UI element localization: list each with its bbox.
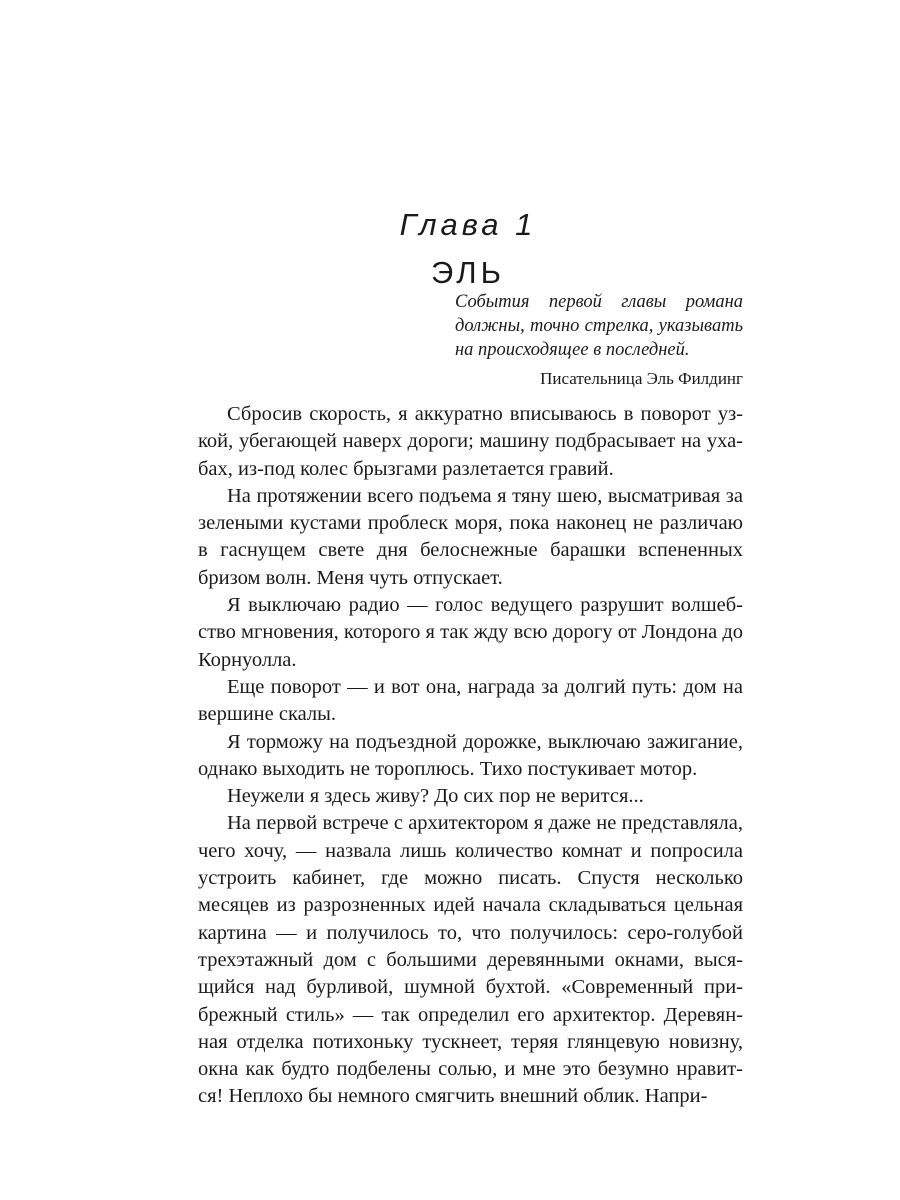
chapter-body: [198, 401, 743, 1111]
paragraph: Еще поворот — и вот она, награда за долгий путь: дом на вершине скалы.: [198, 675, 743, 726]
paragraph: Я торможу на подъездной дорожке, выключаю зажигание, однако выходить не тороплюсь. Тихо постукивает мотор.: [198, 730, 743, 780]
paragraph: Я выключаю радио — голос ведущего разрушит волшебство мгновения, которого я так жду всю дорогу от Лондона до Корнуолла.: [198, 594, 743, 671]
epigraph-author: Писательница Эль Филдинг: [540, 369, 743, 388]
epigraph: [455, 290, 743, 392]
paragraph: На протяжении всего подъема я тяну шею, высматривая за зелеными кустами проблеск моря, пока наконец не различаю в гаснущем свете дня белоснежные барашки вспененных бризом волн. Меня чуть отпускает.: [198, 484, 743, 589]
paragraph: На первой встрече с архитектором я даже не представляла, чего хочу, — назвала лишь количество комнат и попросила устроить кабинет, где можно писать. Спустя несколько месяцев из разрозненных идей начала складываться цельная картина — и получилось то, что получилось: серо-голубой трехэтажный дом с большими деревянными окнами, высящийся над бурливой, шумной бухтой. «Современный прибрежный стиль» — так определил его архитектор. Деревянная отделка потихоньку тускнеет, теряя глянцевую новизну, окна как будто подбелены солью, и мне это безумно нравится! Неплохо бы немного смягчить внешний облик. Напри-: [198, 812, 743, 1108]
epigraph-text: События первой главы романа должны, точно стрелка, указывать на происходящее в последней.: [455, 292, 743, 360]
chapter-number: Глава 1: [399, 207, 537, 242]
paragraph: Неужели я здесь живу? До сих пор не верится...: [227, 785, 644, 808]
chapter-title: ЭЛЬ: [431, 255, 505, 290]
paragraph: Сбросив скорость, я аккуратно вписываюсь в поворот узкой, убегающей наверх дороги; машину подбрасывает на ухабах, из-под колес брызгами разлетается гравий.: [198, 403, 743, 480]
